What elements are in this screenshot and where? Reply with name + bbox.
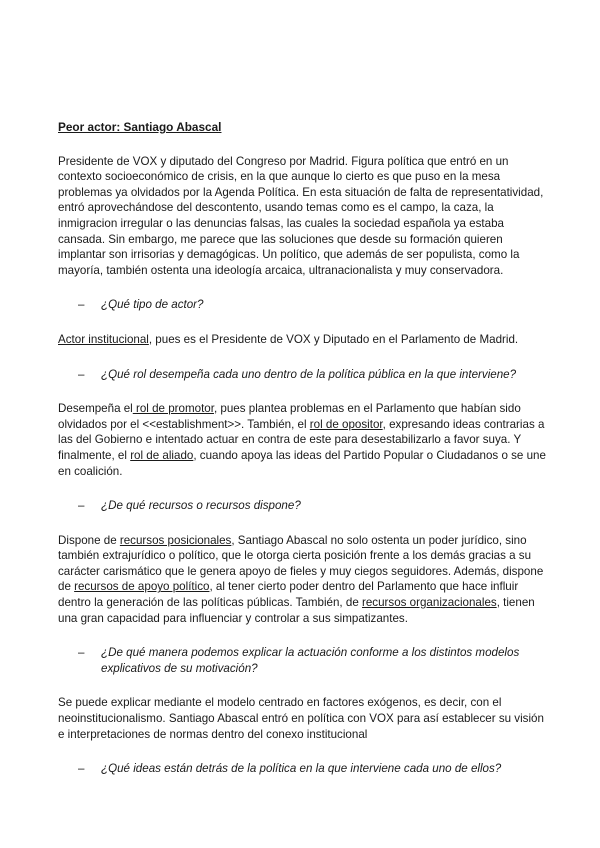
question-role	[78, 367, 548, 383]
answer-text: , cuando apoya las ideas del Partido Popular o Ciudadanos o se une en coalición.	[58, 448, 546, 478]
question-text: ¿Qué rol desempeña cada uno dentro de la política pública en la que interviene?	[101, 367, 517, 381]
answer-role	[58, 401, 548, 479]
answer-resources	[58, 533, 548, 627]
dash-bullet: –	[78, 298, 85, 312]
answer-text: , pues plantea problemas en el Parlamento que habían sido olvidados por el <<establishment>>. También, el	[58, 402, 521, 431]
answer-text: , pues es el Presidente de VOX y Diputado en el Parlamento de Madrid.	[148, 332, 519, 346]
question-ideas	[78, 761, 548, 777]
document-body	[58, 120, 548, 796]
answer-text: Dispone de	[58, 533, 120, 547]
underlined-term: rol de aliado	[130, 448, 194, 462]
dash-bullet: –	[78, 646, 85, 660]
answer-text: , tienen una gran capacidad para influenciar y controlar a sus simpatizantes.	[58, 596, 535, 625]
section-title: Peor actor: Santiago Abascal	[58, 120, 222, 134]
answer-models: Se puede explicar mediante el modelo centrado en factores exógenos, es decir, con el neoinstitucionalismo. Santiago Abascal entró en política con VOX para así establecer su visión e interpretaciones de normas dentro del conexo institucional	[58, 696, 544, 741]
question-text: ¿Qué ideas están detrás de la política en la que interviene cada uno de ellos?	[101, 762, 502, 776]
question-models	[78, 645, 548, 676]
answer-text: Desempeña el	[58, 402, 133, 416]
answer-text: , al tener cierto poder dentro del Parlamento que hace influir dentro la generación de las políticas públicas. También, de	[58, 580, 519, 610]
dash-bullet: –	[78, 499, 85, 513]
answer-text: , expresando ideas contrarias a las del Gobierno e intentado actuar en contra de este para desestabilizarlo a favor suya. Y finalmente, el	[58, 417, 545, 462]
question-text: ¿De qué recursos o recursos dispone?	[101, 499, 301, 513]
dash-bullet: –	[78, 762, 85, 776]
underlined-term: Actor institucional	[58, 332, 149, 346]
dash-bullet: –	[78, 367, 85, 381]
question-actor-type	[78, 297, 548, 313]
answer-text: , Santiago Abascal no solo ostenta un poder jurídico, sino también extrajurídico o político, que le otorga cierta posición frente a los demás gracias a su carácter carismático que le genera apoyo de fieles y muy ciegos seguidores. Además, dispone de	[58, 533, 544, 594]
question-text: ¿De qué manera podemos explicar la actuación conforme a los distintos modelos explicativos de su motivación?	[101, 646, 520, 675]
answer-actor-type	[58, 332, 548, 348]
underlined-term: recursos organizacionales	[362, 596, 497, 610]
intro-paragraph: Presidente de VOX y diputado del Congreso por Madrid. Figura política que entró en un contexto socioeconómico de crisis, en la que aunque lo cierto es que puso en la mesa problemas ya olvidados por la Agenda Política. En esta situación de falta de representatividad, entró aprovechándose del descontento, usando temas como es el campo, la caza, la inmigracion irregular o las denuncias falsas, las cuales la sociedad española ya estaba cansada. Sin embargo, me parece que las soluciones que desde su formación quieren implantar son irrisorias y demagógicas. Un político, que además de ser populista, como la mayoría, también ostenta una ideología arcaica, ultranacionalista y muy conservadora.	[58, 154, 544, 277]
question-text: ¿Qué tipo de actor?	[101, 298, 204, 312]
underlined-term: rol de opositor	[309, 417, 383, 431]
underlined-term: recursos posicionales	[119, 533, 232, 547]
underlined-term: rol de promotor	[132, 402, 214, 416]
underlined-term: recursos de apoyo político	[74, 580, 210, 594]
question-resources	[78, 498, 548, 514]
